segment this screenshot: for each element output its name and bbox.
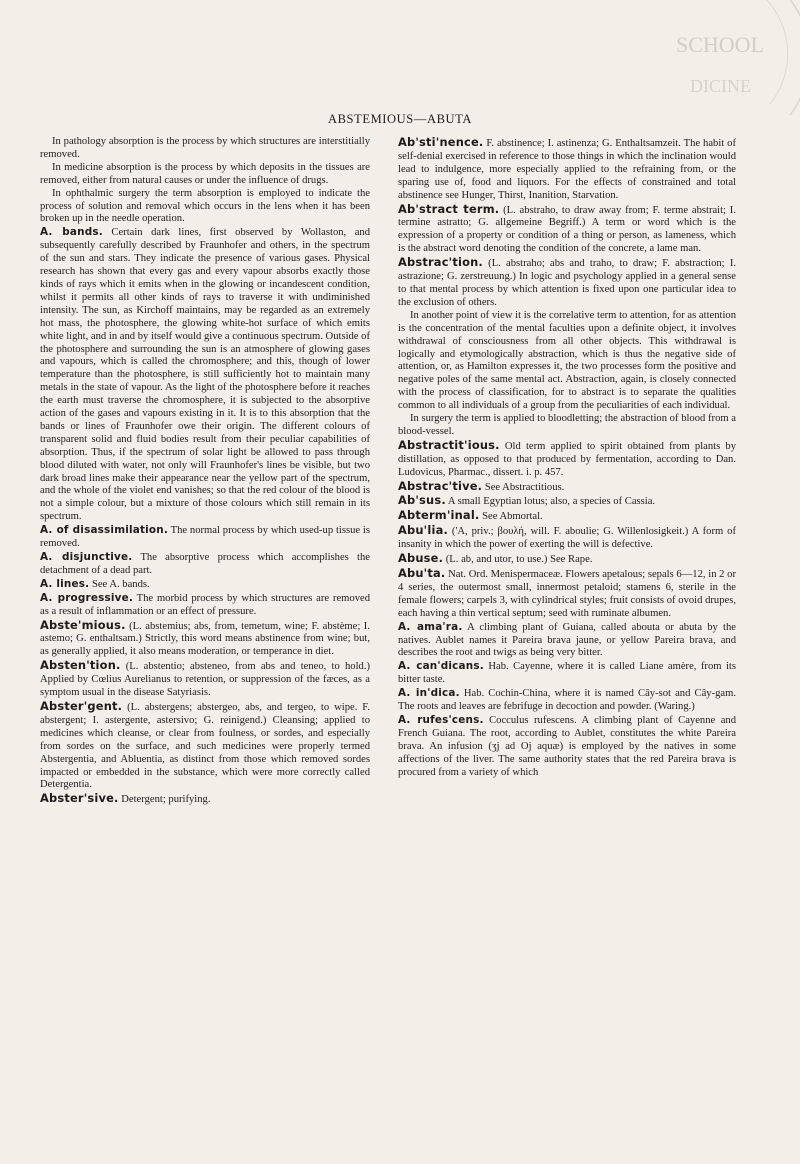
entry-headword: A. rufes'cens. (398, 713, 484, 726)
entry-headword: A. can'dicans. (398, 660, 484, 673)
entry-headword: A. lines. (40, 577, 90, 590)
dictionary-entry (398, 439, 736, 480)
entry-text: See Abmortal. (479, 511, 543, 523)
dictionary-entry (398, 552, 736, 567)
right-column (398, 136, 736, 780)
dictionary-entry (40, 792, 370, 807)
entry-text: In ophthalmic surgery the term absorption is employed to indicate the process of solution and removal which occurs in the lens when it has been broken up in the needle operation. (40, 187, 370, 225)
entry-text: ('A, priv.; βουλή, will. F. aboulie; G. Willenlosigkeit.) A form of insanity in which the power of exerting the will is defective. (398, 526, 736, 551)
dictionary-entry (398, 203, 736, 257)
dictionary-entry (40, 578, 370, 592)
left-column (40, 136, 370, 807)
dictionary-entry (398, 494, 736, 509)
entry-text: The absorptive process which accomplishes the detachment of a dead part. (40, 552, 370, 576)
entry-headword: Abstrac'tion. (398, 255, 483, 270)
entry-headword: Abste'mious. (40, 617, 126, 632)
entry-headword: A. of disassimilation. (40, 524, 168, 537)
entry-text: A climbing plant of Guiana, called abouta or abuta by the natives. Aublet names it Pareira brava jaune, or yellow Pareira brava, and describes the root and twigs as being very bitter. (398, 621, 736, 659)
entry-headword: Abu'ta. (398, 566, 446, 580)
dictionary-entry (398, 687, 736, 714)
entry-text: (L. abstentio; absteneo, from abs and teneo, to hold.) Applied by Cœlius Aurelianus to retention, or suppression of the fæces, as a symptom usual in the disease Satyriasis. (40, 661, 370, 699)
entry-text: (L. ab, and utor, to use.) See Rape. (443, 554, 593, 566)
paragraph (398, 310, 736, 413)
svg-text:DICINE: DICINE (690, 76, 751, 96)
entry-text: The normal process by which used-up tissue is removed. (40, 525, 370, 550)
dictionary-entry (398, 256, 736, 310)
stamp-graphic (620, 0, 800, 130)
entry-text: Hab. Cochin-China, where it is named Câу-sot and Câу-gam. The roots and leaves are febrifuge in decoction and powder. (Waring.) (398, 688, 736, 713)
entry-text: In medicine absorption is the process by which deposits in the tissues are removed, either from natural causes or under the influence of drugs. (40, 161, 370, 186)
entry-text: See Abstractitious. (482, 481, 565, 493)
entry-text: Cocculus rufescens. A climbing plant of Cayenne and French Guiana. The root, according to Aublet, constitutes the white Pareira brava. An infusion (ʒj ad Oj aquæ) is employed by the natives in some affections of the liver. The same authority states that the red Pareira brava is procured from a variety of which (398, 714, 736, 778)
dictionary-entry (398, 480, 736, 495)
dictionary-entry (398, 567, 736, 621)
dictionary-entry (398, 621, 736, 661)
dictionary-entry (40, 226, 370, 524)
paragraph (40, 188, 370, 227)
entry-headword: A. ama'ra. (398, 620, 463, 633)
entry-headword: Abster'gent. (40, 698, 123, 713)
entry-text: Hab. Cayenne, where it is called Liane amère, from its bitter taste. (398, 661, 736, 686)
dictionary-entry (40, 551, 370, 578)
library-stamp (620, 0, 800, 130)
entry-headword: A. progressive. (40, 591, 133, 604)
dictionary-entry (40, 619, 370, 660)
entry-text: (L. abstemius; abs, from, temetum, wine; F. abstème; I. astemo; G. enthaltsam.) Strictly, this word means abstinence from wine; but, as generally applied, it also means moderation, or temperance in diet. (40, 620, 370, 658)
entry-text: A small Egyptian lotus; also, a species of Cassia. (445, 496, 656, 508)
entry-headword: Abstractit'ious. (398, 437, 500, 452)
entry-headword: A. in'dica. (398, 687, 460, 700)
dictionary-entry (398, 714, 736, 780)
entry-headword: A. bands. (40, 226, 103, 239)
entry-text: Detergent; purifying. (118, 794, 211, 806)
dictionary-entry (40, 592, 370, 619)
entry-headword: Ab'sus. (398, 493, 446, 508)
paragraph (40, 136, 370, 162)
entry-headword: Abuse. (398, 551, 444, 566)
entry-headword: Ab'stract term. (398, 201, 500, 216)
dictionary-entry (398, 660, 736, 687)
entry-text: (L. abstraho, to draw away from; F. terme abstrait; I. termine astratto; G. allgemeine Begriff.) A term or word which is the expression of a property or condition of a thing or person, as lameness, which is the abstract word denoting the condition of the concrete, a lame man. (398, 204, 736, 255)
dictionary-entry (40, 524, 370, 551)
entry-text: F. abstinence; I. astinenza; G. Enthaltsamzeit. The habit of self-denial exercised in reference to those things in which the inclination would lead to indulgence, more especially applied to the refraining from, or the sparing use of, food and liquors. For the effects of constrained and total abstinence see Hunger, Thirst, Inanition, Starvation. (398, 138, 736, 201)
entry-headword: Absten'tion. (40, 658, 121, 673)
running-head: ABSTEMIOUS—ABUTA (327, 112, 473, 126)
paragraph (398, 413, 736, 439)
paragraph (40, 162, 370, 188)
entry-headword: Abu'lia. (398, 523, 448, 538)
entry-headword: Ab'sti'nence. (398, 135, 484, 149)
entry-text: See A. bands. (89, 578, 150, 590)
dictionary-entry (398, 509, 736, 524)
entry-text: Nat. Ord. Menispermaceæ. Flowers apetalous; sepals 6—12, in 2 or 4 series, the outermost small, innermost petaloid; stamens 6, sterile in the female flowers; carpels 3, with cylindrical styles; fruit consists of ovoid drupes, each having a thin vertical septum; seed with ruminate albumen. (398, 569, 736, 619)
entry-text: (L. abstraho; abs and traho, to draw; F. abstraction; I. astrazione; G. zerstreuung.) In logic and psychology applied in a general sense to that mental process by which attention is fixed upon one particular idea to the exclusion of others. (398, 258, 736, 308)
entry-headword: Abterm'inal. (398, 508, 480, 523)
entry-text: Certain dark lines, first observed by Wollaston, and subsequently carefully described by Fraunhofer and others, in the spectrum of the sun and stars. They indicate the presence of various gases. Physical research has shown that every gas and every vapour absorbs exactly those kinds of rays which it emits when in the glowing or incandescent condition, whilst it permits all other kinds of rays to traverse it with undiminished intensity. The sun, as Kirchoff maintains, may be regarded as an extremely hot mass, the photosphere, the glowing white-hot surface of which emits white light, and in and by itself would give a continuous spectrum. Outside of the photosphere and surrounding the sun is an atmosphere of glowing gases and vapours, which is called the chromosphere; and this, though of lower temperature than the photosphere, is still sufficiently hot to maintain many metals in the state of vapour. As the light of the photosphere before it reaches the earth must traverse the chromosphere, it is subjected to the absorptive action of the gases and vapours existing in it. It is to this absorption that the bands or lines of Fraunhofer owe their origin. The different colours of transparent solid and fluid bodies result from their peculiar capabilities of absorption. Thus, if the spectrum of solar light be allowed to pass through blood diluted with water, not only will Fraunhofer's lines be visible, but two dark broad lines make their appearance near the yellow part of the spectrum, and the whole of the violet end vanishes; so that the red colour of the blood is not a simple colour, but a mixture of those colours which still remain in its spectrum. (40, 227, 371, 523)
dictionary-entry (40, 659, 370, 700)
dictionary-entry (40, 700, 370, 792)
entry-text: The morbid process by which structures are removed as a result of inflammation or an effect of pressure. (40, 592, 370, 617)
entry-headword: A. disjunctive. (40, 551, 133, 563)
dictionary-entry (398, 524, 736, 552)
entry-headword: Abster'sive. (40, 791, 119, 806)
entry-headword: Abstrac'tive. (398, 478, 483, 493)
entry-text: Old term applied to spirit obtained from plants by distillation, as opposed to that produced by fermentation, according to Dan. Ludovicus, Pharmac., dissert. i. p. 457. (398, 440, 736, 478)
entry-text: In pathology absorption is the process by which structures are interstitially removed. (40, 136, 370, 160)
entry-text: In surgery the term is applied to bloodletting; the abstraction of blood from a blood-vessel. (398, 413, 736, 437)
entry-text: In another point of view it is the correlative term to attention, for as attention is the concentration of the mental faculties upon a definite object, it involves withdrawal of consciousness from all other objects. This withdrawal is logically and etymologically abstraction, which is thus the negative side of attention, or, as Hamilton expresses it, the two processes form the positive and negative poles of the same mental act. Abstraction, again, is closely connected with the process of classification, for to abstract is to separate the qualities common to all individuals of a group from the peculiarities of each individual. (398, 309, 736, 412)
dictionary-entry (398, 136, 736, 203)
entry-text: (L. abstergens; abstergeo, abs, and tergeo, to wipe. F. abstergent; I. astergente, astersivo; G. reinigend.) Cleansing; applied to medicines which cleanse, or clear from foulness, or sordes, and especially from sordes on the surface, and such medicines were properly termed Abstergentia, and Abluentia, as distinct from those which removed sordes impacted or embedded in the substance, which were more correctly called Detergentia. (40, 701, 370, 791)
svg-text:SCHOOL: SCHOOL (676, 32, 765, 57)
